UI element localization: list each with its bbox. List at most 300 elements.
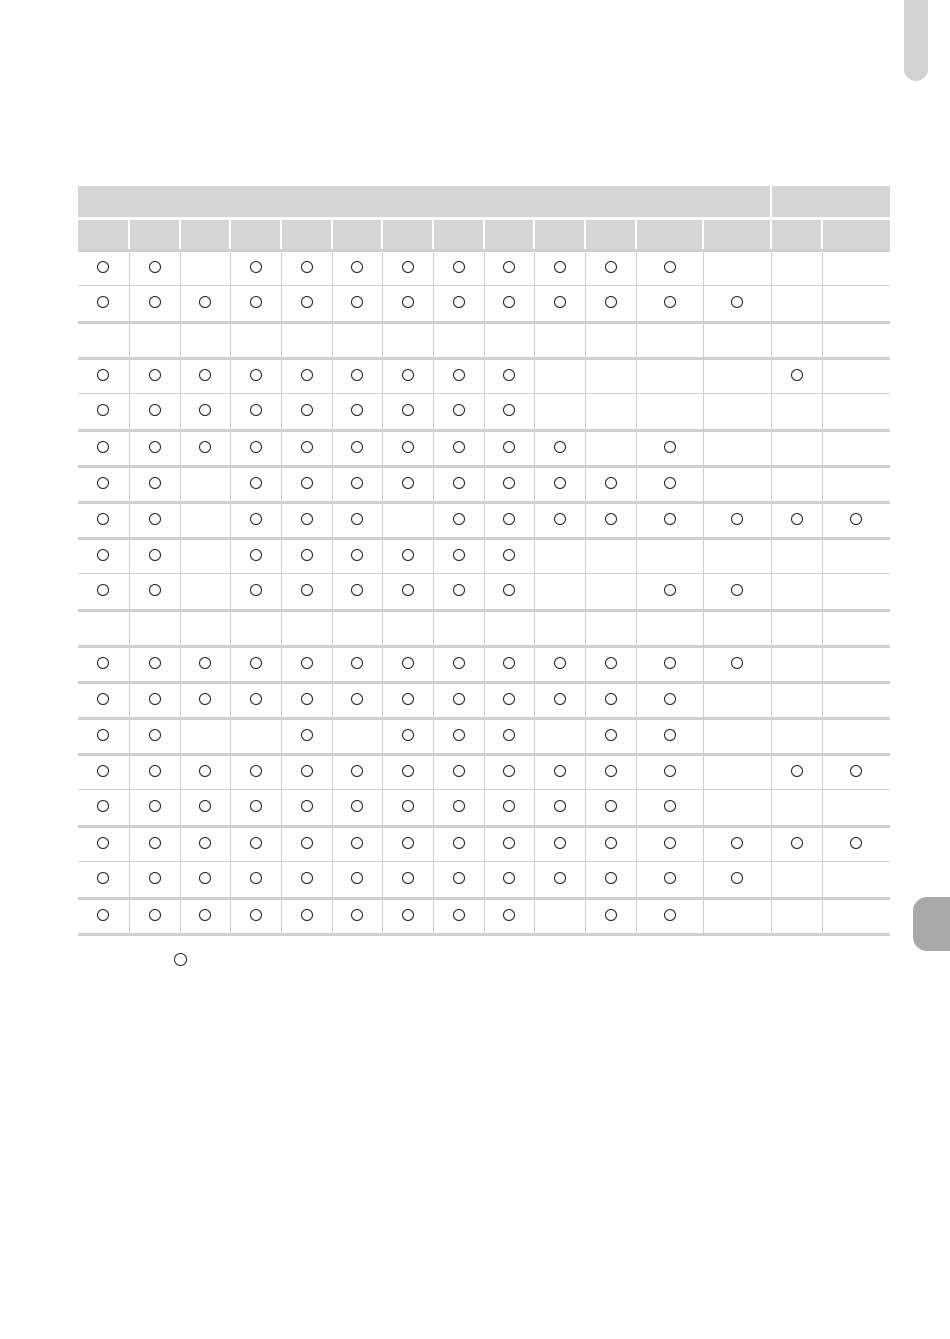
- compatibility-table: [78, 186, 890, 936]
- circle-mark-icon: [351, 693, 363, 705]
- table-cell: [636, 899, 703, 934]
- circle-mark-icon: [503, 729, 515, 741]
- circle-mark-icon: [250, 369, 262, 381]
- table-cell: [585, 683, 636, 719]
- table-cell: [78, 251, 129, 286]
- table-cell: [484, 611, 534, 647]
- table-cell: [180, 755, 230, 790]
- circle-mark-icon: [453, 909, 465, 921]
- table-cell: [534, 394, 585, 431]
- circle-mark-icon: [554, 837, 566, 849]
- table-cell: [484, 899, 534, 934]
- circle-mark-icon: [250, 872, 262, 884]
- circle-mark-icon: [250, 477, 262, 489]
- column-header: [433, 219, 484, 251]
- table-cell: [433, 827, 484, 862]
- table-cell: [180, 503, 230, 539]
- table-cell: [822, 719, 890, 755]
- column-header: [230, 219, 281, 251]
- table-cell: [78, 899, 129, 934]
- circle-mark-icon: [351, 657, 363, 669]
- table-cell: [534, 286, 585, 323]
- table-cell: [281, 647, 332, 683]
- table-cell: [332, 286, 382, 323]
- circle-mark-icon: [402, 837, 414, 849]
- circle-mark-icon: [97, 800, 109, 812]
- circle-mark-icon: [664, 296, 676, 308]
- table-cell: [332, 503, 382, 539]
- table-row: [78, 286, 890, 323]
- table-cell: [332, 323, 382, 359]
- circle-mark-icon: [97, 765, 109, 777]
- table-cell: [332, 647, 382, 683]
- circle-mark-icon: [503, 800, 515, 812]
- table-cell: [382, 323, 433, 359]
- circle-mark-icon: [351, 909, 363, 921]
- table-cell: [230, 827, 281, 862]
- circle-mark-icon: [402, 909, 414, 921]
- table-cell: [180, 251, 230, 286]
- circle-mark-icon: [97, 549, 109, 561]
- circle-mark-icon: [351, 369, 363, 381]
- circle-mark-icon: [301, 261, 313, 273]
- table-cell: [332, 574, 382, 611]
- circle-mark-icon: [503, 584, 515, 596]
- table-row: [78, 719, 890, 755]
- table-cell: [281, 431, 332, 467]
- circle-mark-icon: [402, 729, 414, 741]
- circle-mark-icon: [97, 296, 109, 308]
- column-header: [382, 219, 433, 251]
- circle-mark-icon: [301, 800, 313, 812]
- table-cell: [230, 323, 281, 359]
- table-cell: [180, 467, 230, 503]
- table-cell: [78, 862, 129, 899]
- circle-mark-icon: [97, 657, 109, 669]
- table-cell: [382, 539, 433, 574]
- circle-mark-icon: [351, 584, 363, 596]
- circle-mark-icon: [402, 261, 414, 273]
- table-cell: [78, 647, 129, 683]
- table-cell: [822, 827, 890, 862]
- circle-mark-icon: [402, 693, 414, 705]
- table-cell: [771, 862, 822, 899]
- table-cell: [180, 394, 230, 431]
- circle-mark-icon: [453, 261, 465, 273]
- table-cell: [382, 755, 433, 790]
- circle-mark-icon: [503, 693, 515, 705]
- circle-mark-icon: [503, 369, 515, 381]
- circle-mark-icon: [850, 513, 862, 525]
- table-cell: [484, 719, 534, 755]
- table-cell: [78, 394, 129, 431]
- table-cell: [230, 539, 281, 574]
- circle-mark-icon: [250, 296, 262, 308]
- table-cell: [484, 286, 534, 323]
- table-cell: [636, 503, 703, 539]
- table-cell: [78, 323, 129, 359]
- table-cell: [822, 394, 890, 431]
- circle-mark-icon: [250, 441, 262, 453]
- table-cell: [382, 683, 433, 719]
- circle-mark-icon: [199, 872, 211, 884]
- table-cell: [585, 647, 636, 683]
- table-cell: [281, 719, 332, 755]
- circle-mark-icon: [97, 584, 109, 596]
- table-cell: [281, 611, 332, 647]
- table-cell: [230, 574, 281, 611]
- table-cell: [332, 359, 382, 394]
- table-cell: [281, 394, 332, 431]
- table-row: [78, 827, 890, 862]
- table-cell: [281, 827, 332, 862]
- table-cell: [433, 539, 484, 574]
- table-cell: [433, 899, 484, 934]
- circle-mark-icon: [199, 404, 211, 416]
- table-cell: [585, 827, 636, 862]
- circle-mark-icon: [199, 765, 211, 777]
- table-cell: [534, 503, 585, 539]
- table-cell: [771, 827, 822, 862]
- circle-mark-icon: [664, 477, 676, 489]
- circle-mark-icon: [554, 477, 566, 489]
- table-cell: [129, 467, 180, 503]
- table-cell: [703, 359, 771, 394]
- circle-mark-icon: [605, 657, 617, 669]
- table-cell: [78, 539, 129, 574]
- table-cell: [281, 790, 332, 827]
- table-cell: [822, 574, 890, 611]
- table-cell: [129, 790, 180, 827]
- circle-mark-icon: [149, 441, 161, 453]
- table-row: [78, 539, 890, 574]
- table-cell: [433, 503, 484, 539]
- table-cell: [382, 719, 433, 755]
- table-cell: [636, 647, 703, 683]
- table-cell: [433, 647, 484, 683]
- table-cell: [636, 862, 703, 899]
- table-cell: [636, 251, 703, 286]
- circle-mark-icon: [250, 693, 262, 705]
- table-cell: [822, 467, 890, 503]
- table-cell: [822, 647, 890, 683]
- circle-mark-icon: [199, 296, 211, 308]
- table-cell: [703, 251, 771, 286]
- table-cell: [703, 431, 771, 467]
- table-cell: [484, 790, 534, 827]
- table-cell: [382, 862, 433, 899]
- table-row: [78, 323, 890, 359]
- table-cell: [433, 611, 484, 647]
- table-row: [78, 431, 890, 467]
- table-cell: [585, 323, 636, 359]
- table-cell: [332, 719, 382, 755]
- circle-mark-icon: [664, 261, 676, 273]
- column-header: [180, 219, 230, 251]
- circle-mark-icon: [453, 765, 465, 777]
- circle-mark-icon: [351, 477, 363, 489]
- table-cell: [230, 755, 281, 790]
- circle-mark-icon: [605, 872, 617, 884]
- table-cell: [230, 467, 281, 503]
- table-cell: [433, 431, 484, 467]
- table-cell: [382, 574, 433, 611]
- circle-mark-icon: [250, 909, 262, 921]
- table-cell: [433, 286, 484, 323]
- table-cell: [822, 251, 890, 286]
- legend: [174, 953, 188, 967]
- table-cell: [180, 862, 230, 899]
- circle-mark-icon: [664, 729, 676, 741]
- circle-mark-icon: [301, 693, 313, 705]
- table-cell: [636, 790, 703, 827]
- circle-mark-icon: [402, 549, 414, 561]
- table-cell: [129, 359, 180, 394]
- table-cell: [433, 719, 484, 755]
- table-cell: [332, 862, 382, 899]
- table-cell: [484, 467, 534, 503]
- table-cell: [703, 719, 771, 755]
- table-cell: [78, 286, 129, 323]
- legend-circle-mark-icon: [174, 953, 187, 966]
- circle-mark-icon: [301, 584, 313, 596]
- circle-mark-icon: [402, 872, 414, 884]
- circle-mark-icon: [453, 729, 465, 741]
- circle-mark-icon: [250, 513, 262, 525]
- table-cell: [771, 790, 822, 827]
- table-cell: [180, 899, 230, 934]
- table-cell: [771, 323, 822, 359]
- circle-mark-icon: [250, 404, 262, 416]
- table-cell: [585, 899, 636, 934]
- table-cell: [382, 790, 433, 827]
- circle-mark-icon: [149, 296, 161, 308]
- table-cell: [433, 359, 484, 394]
- table-cell: [585, 359, 636, 394]
- table-cell: [534, 251, 585, 286]
- circle-mark-icon: [402, 369, 414, 381]
- table-cell: [382, 394, 433, 431]
- table-cell: [382, 899, 433, 934]
- table-cell: [771, 539, 822, 574]
- table-cell: [281, 251, 332, 286]
- circle-mark-icon: [791, 837, 803, 849]
- table-cell: [433, 683, 484, 719]
- table-cell: [534, 611, 585, 647]
- table-cell: [822, 611, 890, 647]
- table-cell: [129, 323, 180, 359]
- circle-mark-icon: [453, 369, 465, 381]
- table-cell: [230, 359, 281, 394]
- circle-mark-icon: [402, 657, 414, 669]
- table-cell: [230, 719, 281, 755]
- table-cell: [230, 611, 281, 647]
- circle-mark-icon: [199, 441, 211, 453]
- table-cell: [78, 359, 129, 394]
- column-header: [129, 219, 180, 251]
- table-cell: [484, 359, 534, 394]
- table-cell: [332, 611, 382, 647]
- table-cell: [822, 755, 890, 790]
- table-cell: [822, 359, 890, 394]
- table-cell: [534, 899, 585, 934]
- table-cell: [771, 286, 822, 323]
- circle-mark-icon: [731, 657, 743, 669]
- circle-mark-icon: [301, 404, 313, 416]
- circle-mark-icon: [731, 872, 743, 884]
- circle-mark-icon: [664, 837, 676, 849]
- table-cell: [78, 467, 129, 503]
- circle-mark-icon: [149, 872, 161, 884]
- circle-mark-icon: [301, 837, 313, 849]
- circle-mark-icon: [605, 693, 617, 705]
- circle-mark-icon: [351, 261, 363, 273]
- table-cell: [822, 323, 890, 359]
- circle-mark-icon: [149, 369, 161, 381]
- circle-mark-icon: [664, 693, 676, 705]
- table-cell: [534, 323, 585, 359]
- table-cell: [332, 827, 382, 862]
- circle-mark-icon: [97, 261, 109, 273]
- circle-mark-icon: [402, 800, 414, 812]
- table-cell: [585, 251, 636, 286]
- circle-mark-icon: [97, 837, 109, 849]
- circle-mark-icon: [402, 584, 414, 596]
- page-edge-tab-top: [904, 0, 928, 81]
- table-cell: [771, 431, 822, 467]
- table-cell: [703, 539, 771, 574]
- circle-mark-icon: [199, 800, 211, 812]
- table-cell: [534, 683, 585, 719]
- table-cell: [281, 574, 332, 611]
- table-cell: [129, 827, 180, 862]
- table-cell: [484, 503, 534, 539]
- table-cell: [129, 647, 180, 683]
- table-cell: [382, 647, 433, 683]
- table-cell: [382, 359, 433, 394]
- circle-mark-icon: [402, 477, 414, 489]
- table-cell: [822, 431, 890, 467]
- table-cell: [281, 683, 332, 719]
- circle-mark-icon: [97, 872, 109, 884]
- table-row: [78, 467, 890, 503]
- table-cell: [771, 611, 822, 647]
- circle-mark-icon: [503, 837, 515, 849]
- table-cell: [129, 251, 180, 286]
- table-cell: [281, 286, 332, 323]
- table-cell: [433, 790, 484, 827]
- circle-mark-icon: [605, 729, 617, 741]
- table-cell: [484, 394, 534, 431]
- circle-mark-icon: [664, 872, 676, 884]
- compatibility-grid: [78, 186, 890, 933]
- circle-mark-icon: [351, 404, 363, 416]
- circle-mark-icon: [301, 513, 313, 525]
- table-cell: [180, 611, 230, 647]
- circle-mark-icon: [199, 693, 211, 705]
- circle-mark-icon: [791, 369, 803, 381]
- table-cell: [180, 286, 230, 323]
- circle-mark-icon: [503, 549, 515, 561]
- table-cell: [129, 431, 180, 467]
- table-cell: [636, 827, 703, 862]
- table-cell: [230, 503, 281, 539]
- circle-mark-icon: [554, 441, 566, 453]
- table-cell: [703, 647, 771, 683]
- table-cell: [129, 755, 180, 790]
- table-row: [78, 790, 890, 827]
- table-cell: [585, 862, 636, 899]
- table-cell: [822, 899, 890, 934]
- table-header-column-row: [78, 219, 890, 251]
- table-cell: [636, 539, 703, 574]
- circle-mark-icon: [301, 729, 313, 741]
- table-cell: [230, 683, 281, 719]
- column-header: [281, 219, 332, 251]
- circle-mark-icon: [301, 441, 313, 453]
- circle-mark-icon: [731, 296, 743, 308]
- circle-mark-icon: [97, 513, 109, 525]
- column-header: [703, 219, 771, 251]
- table-cell: [636, 755, 703, 790]
- circle-mark-icon: [791, 765, 803, 777]
- table-cell: [332, 755, 382, 790]
- circle-mark-icon: [664, 800, 676, 812]
- table-cell: [636, 286, 703, 323]
- column-header: [822, 219, 890, 251]
- circle-mark-icon: [351, 837, 363, 849]
- table-cell: [636, 394, 703, 431]
- table-cell: [703, 827, 771, 862]
- circle-mark-icon: [402, 441, 414, 453]
- circle-mark-icon: [301, 765, 313, 777]
- table-cell: [180, 539, 230, 574]
- table-cell: [534, 790, 585, 827]
- table-cell: [534, 719, 585, 755]
- circle-mark-icon: [250, 657, 262, 669]
- table-cell: [822, 683, 890, 719]
- circle-mark-icon: [503, 657, 515, 669]
- table-row: [78, 862, 890, 899]
- table-cell: [382, 611, 433, 647]
- table-cell: [822, 503, 890, 539]
- circle-mark-icon: [149, 657, 161, 669]
- table-cell: [129, 862, 180, 899]
- circle-mark-icon: [605, 800, 617, 812]
- circle-mark-icon: [554, 693, 566, 705]
- circle-mark-icon: [605, 513, 617, 525]
- column-header: [484, 219, 534, 251]
- circle-mark-icon: [554, 296, 566, 308]
- table-header-group-row: [78, 186, 890, 219]
- header-group-left: [78, 186, 771, 219]
- table-cell: [180, 647, 230, 683]
- table-cell: [230, 790, 281, 827]
- table-cell: [771, 647, 822, 683]
- table-cell: [78, 827, 129, 862]
- table-row: [78, 611, 890, 647]
- table-cell: [534, 431, 585, 467]
- circle-mark-icon: [149, 584, 161, 596]
- circle-mark-icon: [791, 513, 803, 525]
- table-cell: [636, 359, 703, 394]
- table-cell: [78, 431, 129, 467]
- table-cell: [433, 251, 484, 286]
- circle-mark-icon: [453, 549, 465, 561]
- table-cell: [180, 574, 230, 611]
- table-cell: [129, 574, 180, 611]
- table-cell: [771, 755, 822, 790]
